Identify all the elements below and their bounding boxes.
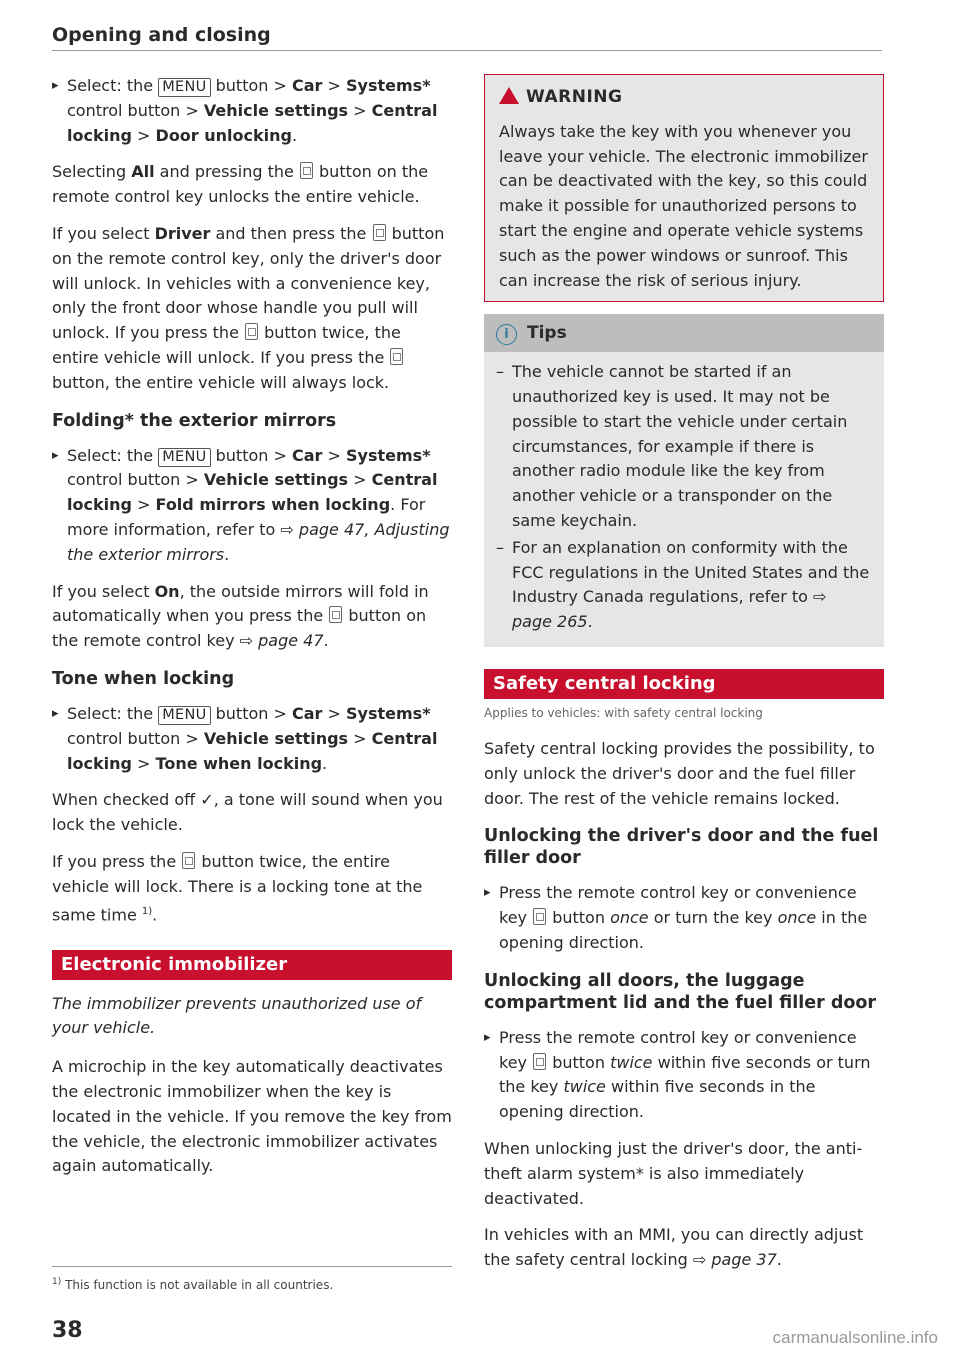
subheading-unlocking-all-doors: Unlocking all doors, the luggage compartment lid and the fuel filler door: [484, 970, 877, 1013]
page-reference-link[interactable]: ⇨ page 47, Adjusting the exterior mirrors: [67, 519, 450, 564]
step-text: >: [137, 753, 151, 773]
step-text: button: [552, 1052, 605, 1072]
menu-path-vehicle-settings: Vehicle settings: [203, 470, 349, 490]
warning-header: [485, 75, 883, 116]
remote-lock-button-icon: [245, 323, 258, 340]
paragraph: [484, 1223, 884, 1273]
menu-path-systems: Systems*: [346, 703, 431, 723]
text: Selecting: [52, 162, 127, 182]
emphasis: twice: [610, 1052, 653, 1072]
tips-item: – The vehicle cannot be started if an unauthorized key is used. It may not be possible to start the vehicle under certain circumstances, for example if there is another radio module like the key from another vehicle or a transponder on the same keychain.: [496, 360, 870, 534]
right-column: [484, 74, 884, 1285]
footnote-marker: 1): [141, 905, 153, 917]
menu-key: MENU: [158, 448, 210, 467]
step-text: Select: the: [67, 703, 154, 723]
paragraph: When checked off ✓, a tone will sound when you lock the vehicle.: [52, 790, 443, 835]
step-text: >: [353, 100, 367, 120]
step-text: control button >: [67, 470, 199, 490]
remote-lock-button-icon: [329, 606, 342, 623]
option-on: On: [154, 581, 180, 601]
step-text: button: [552, 908, 605, 928]
tips-title: Tips: [527, 323, 567, 344]
remote-lock-button-icon: [533, 1053, 546, 1070]
warning-box: [484, 74, 884, 302]
step-text: or turn the key: [653, 908, 773, 928]
page-number: 38: [52, 1318, 83, 1343]
step-text: Press the remote control key or convenience key: [499, 1027, 857, 1072]
step-text: within five seconds in the opening direction.: [499, 1077, 816, 1122]
step-text: Press the remote control key or convenience key: [499, 883, 857, 928]
paragraph: [52, 160, 452, 210]
emphasis: once: [610, 908, 649, 928]
left-column: [52, 74, 452, 1191]
instruction-step: [484, 1026, 884, 1125]
menu-path-central-locking: Central locking: [67, 470, 438, 515]
text: If you select: [52, 223, 150, 243]
step-text: . For more information, refer to: [67, 495, 426, 539]
text: If you press the: [52, 851, 177, 871]
page-header: Opening and closing: [52, 24, 271, 46]
menu-path-systems: Systems*: [346, 76, 431, 95]
menu-key: MENU: [158, 78, 210, 97]
instruction-step: [52, 74, 452, 148]
step-text: >: [327, 703, 341, 723]
subheading-tone-when-locking: Tone when locking: [52, 668, 235, 689]
warning-text: Always take the key with you whenever you leave your vehicle. The electronic immobilizer can be deactivated with the key, so this could make it possible for unauthorized persons to start the engine and operate vehicle systems such as the power windows or sunroof. This can increase the risk of serious injury.: [485, 116, 883, 302]
step-text: Select: the: [67, 445, 154, 465]
step-text: >: [353, 728, 367, 748]
text: In vehicles with an MMI, you can directly adjust the safety central locking: [484, 1225, 864, 1270]
step-text: button >: [215, 703, 287, 723]
remote-lock-button-icon: [390, 348, 403, 365]
step-text: in the opening direction.: [499, 908, 868, 952]
step-text: within five seconds or turn the key: [499, 1052, 871, 1097]
step-text: button >: [215, 76, 287, 95]
menu-path-fold-mirrors: Fold mirrors when locking: [155, 495, 391, 515]
menu-path-tone-when-locking: Tone when locking: [155, 753, 323, 773]
instruction-step: [52, 444, 452, 568]
menu-path-car: Car: [291, 76, 323, 95]
paragraph: Safety central locking provides the possibility, to only unlock the driver's door and the fuel filler door. The rest of the vehicle remains locked.: [484, 738, 875, 808]
text: button on the remote control key unlocks the entire vehicle.: [52, 162, 429, 207]
menu-path-car: Car: [291, 445, 323, 465]
remote-lock-button-icon: [533, 908, 546, 925]
text: .: [152, 904, 158, 924]
text: and then press the: [215, 223, 367, 243]
menu-key: MENU: [158, 706, 210, 725]
menu-path-car: Car: [291, 703, 323, 723]
instruction-step: [484, 881, 884, 955]
warning-triangle-icon: [499, 87, 519, 104]
paragraph: A microchip in the key automatically deactivates the electronic immobilizer when the key is located in the vehicle. If you remove the key from the vehicle, the electronic immobilizer activates again automatically.: [52, 1057, 452, 1176]
step-text: control button >: [67, 100, 199, 120]
menu-path-systems: Systems*: [346, 445, 431, 465]
text: For an explanation on conformity with the FCC regulations in the United States and the Industry Canada regulations, refer to: [512, 537, 870, 607]
menu-path-vehicle-settings: Vehicle settings: [203, 100, 349, 120]
step-text: >: [327, 445, 341, 465]
step-text: >: [137, 125, 151, 145]
text: button on the remote control key: [52, 606, 427, 651]
watermark: carmanualsonline.info: [772, 1328, 938, 1347]
tips-item: [496, 536, 870, 635]
footnote-divider: [52, 1266, 452, 1267]
step-text: button >: [215, 445, 287, 465]
step-text: Select: the: [67, 76, 154, 95]
step-text: >: [327, 76, 341, 95]
menu-path-door-unlocking: Door unlocking: [155, 125, 292, 145]
text: button twice, the entire vehicle will unlock. If you press the: [52, 323, 401, 367]
step-text: .: [322, 753, 328, 773]
warning-title: WARNING: [526, 87, 623, 107]
text: .: [776, 1250, 782, 1270]
section-title-safety-central-locking: Safety central locking: [484, 669, 884, 699]
text: .: [587, 612, 593, 632]
emphasis: once: [777, 908, 817, 928]
page-reference-link[interactable]: ⇨ page 37: [692, 1250, 777, 1270]
text: button on the remote control key, only the driver's door will unlock. In vehicles with a convenience key, only the front door whose handle you pull will unlock. If you press the: [52, 223, 445, 343]
step-text: .: [291, 125, 298, 145]
page-reference-link[interactable]: ⇨ page 47: [239, 631, 324, 651]
remote-lock-button-icon: [300, 162, 313, 179]
instruction-step: [52, 702, 452, 776]
menu-path-vehicle-settings: Vehicle settings: [203, 728, 349, 748]
option-all: All: [131, 162, 155, 182]
emphasis: twice: [563, 1077, 606, 1097]
tips-body: [484, 352, 884, 647]
menu-path-central-locking: Central locking: [67, 728, 438, 773]
subheading-folding-mirrors: Folding* the exterior mirrors: [52, 410, 337, 431]
footnote-text: This function is not available in all countries.: [65, 1278, 334, 1292]
text: .: [323, 631, 329, 651]
applies-to-note: Applies to vehicles: with safety central locking: [484, 705, 763, 720]
step-text: >: [137, 495, 151, 515]
section-title-immobilizer: Electronic immobilizer: [52, 950, 452, 980]
remote-lock-button-icon: [373, 224, 386, 241]
step-text: >: [353, 470, 367, 490]
menu-path-central-locking: Central locking: [67, 100, 438, 145]
paragraph: When unlocking just the driver's door, the anti-theft alarm system* is also immediately deactivated.: [484, 1138, 863, 1208]
footnote: [52, 1277, 333, 1292]
text: button twice, the entire vehicle will lock. There is a locking tone at the same time: [52, 851, 423, 924]
text: If you select: [52, 581, 150, 601]
remote-lock-button-icon: [182, 852, 195, 869]
paragraph: [52, 580, 452, 654]
info-circle-icon: i: [496, 324, 517, 345]
intro-paragraph: The immobilizer prevents unauthorized use of your vehicle.: [52, 993, 422, 1038]
text: and pressing the: [159, 162, 294, 182]
tips-box: [484, 314, 884, 647]
step-text: control button >: [67, 728, 199, 748]
page-reference-link[interactable]: ⇨ page 265: [512, 587, 827, 632]
paragraph: [52, 222, 452, 396]
option-driver: Driver: [154, 223, 211, 243]
tips-header: [484, 314, 884, 352]
footnote-marker: 1): [52, 1277, 62, 1287]
step-text: .: [224, 544, 230, 564]
text: , the outside mirrors will fold in automatically when you press the: [52, 581, 429, 626]
paragraph: [52, 850, 452, 928]
subheading-unlocking-drivers-door: Unlocking the driver's door and the fuel filler door: [484, 826, 879, 869]
header-divider: [52, 50, 882, 51]
text: button, the entire vehicle will always lock.: [52, 372, 390, 392]
